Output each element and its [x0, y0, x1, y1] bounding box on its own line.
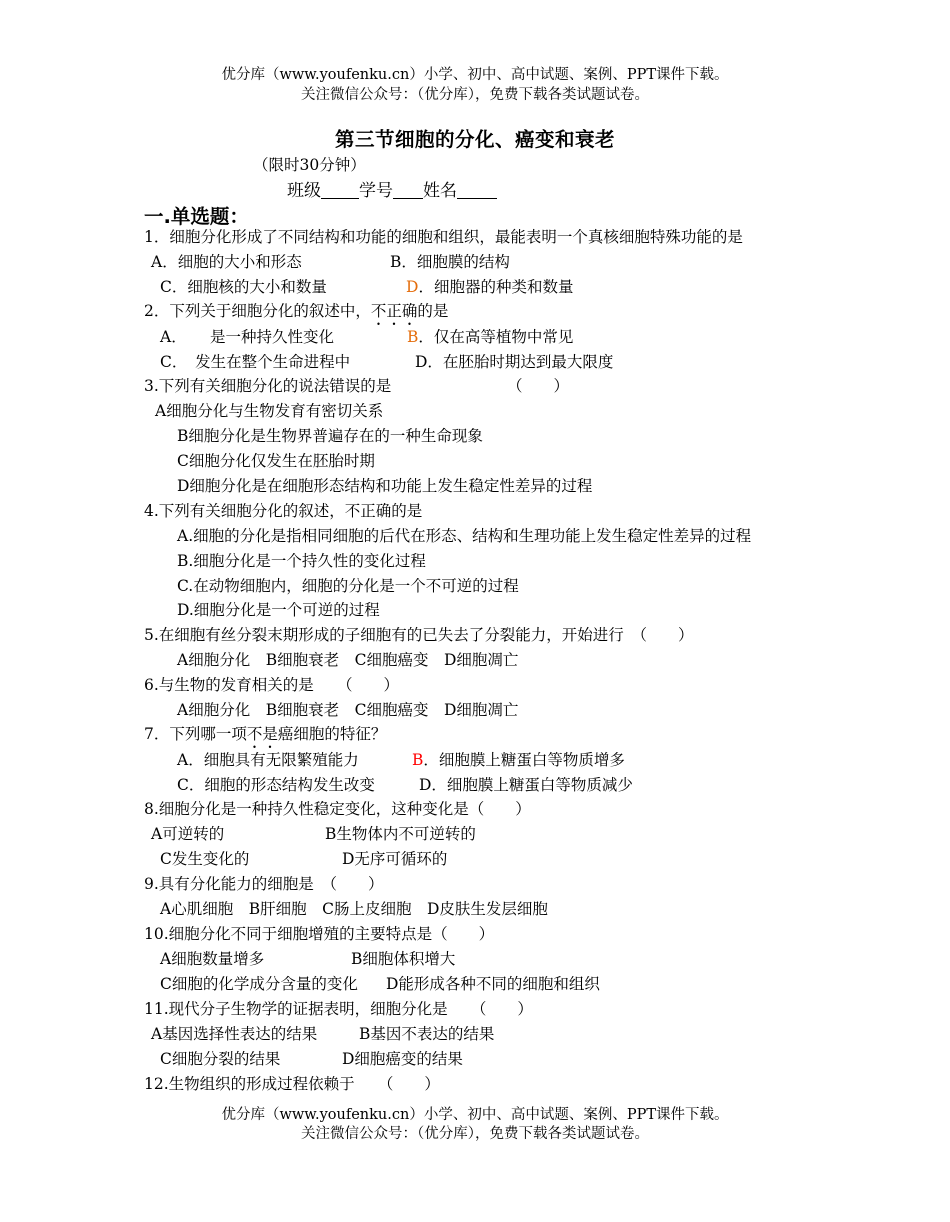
q7-option-a: A．细胞具有无限繁殖能力: [177, 751, 359, 769]
class-line: [287, 176, 497, 201]
q1-option-d: [406, 277, 573, 297]
q10-option-d: D能形成各种不同的细胞和组织: [386, 975, 600, 993]
q2-option-a: A． 是一种持久性变化: [160, 328, 334, 346]
page-title: 第三节细胞的分化、癌变和衰老: [334, 128, 615, 151]
q7-option-b-text: ．细胞膜上糖蛋白等物质增多: [423, 751, 625, 769]
q3-stem: 3.下列有关细胞分化的说法错误的是: [144, 377, 392, 395]
name-blank[interactable]: [457, 181, 497, 199]
q2-option-d: D．在胚胎时期达到最大限度: [415, 353, 614, 371]
q4-option-d: D.细胞分化是一个可逆的过程: [177, 601, 380, 619]
q10-option-a: A细胞数量增多: [160, 950, 265, 968]
q10-option-b: B细胞体积增大: [351, 950, 456, 968]
q2-option-b-text: ．仅在高等植物中常见: [418, 328, 574, 346]
header-line-1: 优分库（www.youfenku.cn）小学、初中、高中试题、案例、PPT课件下载。: [221, 67, 729, 83]
q10-stem: 10.细胞分化不同于细胞增殖的主要特点是（ ）: [144, 925, 495, 943]
q4-stem: 4.下列有关细胞分化的叙述，不正确的是: [144, 502, 423, 520]
q8-option-a: A可逆转的: [151, 825, 225, 843]
q9-stem: 9.具有分化能力的细胞是 （ ）: [144, 875, 384, 893]
q3-answer-paren: （ ）: [507, 377, 570, 395]
q1-option-d-text: ．细胞器的种类和数量: [418, 278, 574, 296]
q11-option-b: B基因不表达的结果: [359, 1025, 495, 1043]
q2-answer-letter: B: [407, 328, 419, 346]
q1-option-c: C．细胞核的大小和数量: [160, 278, 327, 296]
q7-option-b: [412, 750, 625, 770]
q10-option-c: C细胞的化学成分含量的变化: [160, 975, 358, 993]
q11-option-a: A基因选择性表达的结果: [151, 1025, 318, 1043]
q7-stem-post: 癌细胞的特征？: [277, 725, 387, 743]
q2-stem-emphasis: 不正确: [370, 302, 418, 320]
q1-option-b: B．细胞膜的结构: [390, 253, 510, 271]
name-label: 姓名: [423, 181, 457, 201]
q6-stem: 6.与生物的发育相关的是 （ ）: [144, 676, 400, 694]
q3-option-b: B细胞分化是生物界普遍存在的一种生命现象: [177, 427, 483, 445]
q2-stem-post: 的是: [417, 302, 449, 320]
section-heading: 一.单选题：: [144, 205, 249, 228]
class-blank[interactable]: [321, 181, 359, 199]
q1-stem: 1．细胞分化形成了不同结构和功能的细胞和组织，最能表明一个真核细胞特殊功能的是: [144, 228, 743, 246]
q3-option-c: C细胞分化仅发生在胚胎时期: [177, 452, 375, 470]
q8-stem: 8.细胞分化是一种持久性稳定变化，这种变化是（ ）: [144, 800, 531, 818]
q3-option-d: D细胞分化是在细胞形态结构和功能上发生稳定性差异的过程: [177, 477, 593, 495]
q3-option-a: A细胞分化与生物发育有密切关系: [155, 402, 384, 420]
q11-option-c: C细胞分裂的结果: [160, 1050, 281, 1068]
q8-option-d: D无序可循环的: [342, 850, 448, 868]
q4-option-b: B.细胞分化是一个持久性的变化过程: [177, 552, 426, 570]
q4-option-c: C.在动物细胞内，细胞的分化是一个不可逆的过程: [177, 577, 519, 595]
q9-options: A心肌细胞 B肝细胞 C肠上皮细胞 D皮肤生发层细胞: [160, 900, 548, 918]
number-label: 学号: [359, 181, 393, 201]
q5-stem: 5.在细胞有丝分裂末期形成的子细胞有的已失去了分裂能力，开始进行 （ ）: [144, 626, 694, 644]
q2-stem-pre: 2．下列关于细胞分化的叙述中，: [144, 302, 371, 320]
q7-option-c: C．细胞的形态结构发生改变: [177, 776, 375, 794]
q8-option-c: C发生变化的: [160, 850, 250, 868]
footer-line-2: 关注微信公众号：（优分库），免费下载各类试题试卷。: [301, 1126, 649, 1142]
q5-options: A细胞分化 B细胞衰老 C细胞癌变 D细胞凋亡: [177, 651, 519, 669]
number-blank[interactable]: [393, 181, 423, 199]
q1-option-a: A．细胞的大小和形态: [151, 253, 302, 271]
q4-option-a: A.细胞的分化是指相同细胞的后代在形态、结构和生理功能上发生稳定性差异的过程: [177, 527, 752, 545]
class-label: 班级: [287, 181, 321, 201]
q7-answer-letter: B: [412, 751, 424, 769]
q7-stem-pre: 7．下列哪一项: [144, 725, 247, 743]
q6-options: A细胞分化 B细胞衰老 C细胞癌变 D细胞凋亡: [177, 701, 519, 719]
q7-stem-emphasis: 不是: [246, 725, 278, 743]
q11-option-d: D细胞癌变的结果: [342, 1050, 463, 1068]
q2-option-c: C． 发生在整个生命进程中: [160, 353, 351, 371]
header-line-2: 关注微信公众号：（优分库），免费下载各类试题试卷。: [301, 87, 649, 103]
q7-option-d: D．细胞膜上糖蛋白等物质减少: [419, 776, 633, 794]
q1-answer-letter: D: [406, 278, 419, 296]
q2-stem: [144, 301, 448, 329]
q11-stem: 11.现代分子生物学的证据表明，细胞分化是 （ ）: [144, 1000, 533, 1018]
time-limit: （限时30分钟）: [253, 156, 366, 174]
q7-stem: [144, 724, 386, 752]
q12-stem: 12.生物组织的形成过程依赖于 （ ）: [144, 1075, 440, 1093]
q2-option-b: [407, 327, 573, 347]
footer-line-1: 优分库（www.youfenku.cn）小学、初中、高中试题、案例、PPT课件下载。: [221, 1107, 729, 1123]
q8-option-b: B生物体内不可逆转的: [325, 825, 476, 843]
